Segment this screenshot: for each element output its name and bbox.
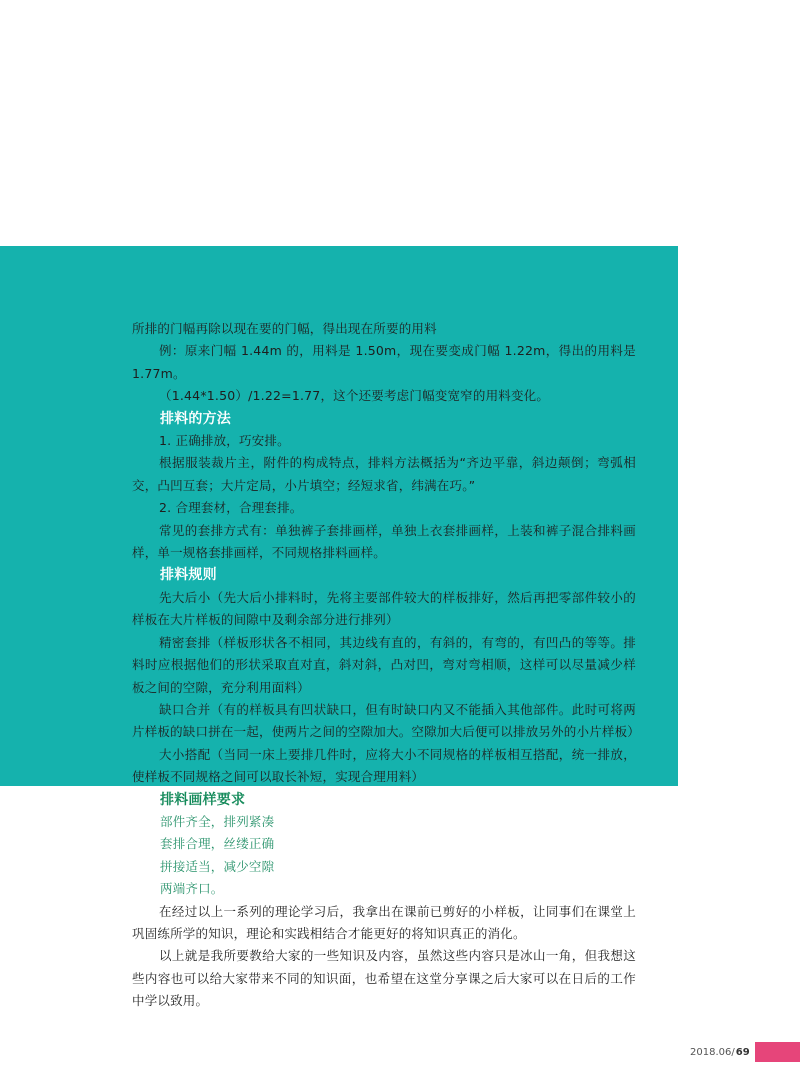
requirement-item: 部件齐全，排列紧凑 bbox=[160, 813, 275, 829]
paragraph-fabric-width: 所排的门幅再除以现在要的门幅，得出现在所要的用料 bbox=[132, 321, 437, 336]
paragraph-formula: （1.44*1.50）/1.22=1.77，这个还要考虑门幅变宽窄的用料变化。 bbox=[159, 388, 550, 404]
rule-item bbox=[132, 587, 636, 632]
rule-text: （当同一床上要排几件时，应将大小不同规格的样板相互搭配，统一排放，使样板不同规格之间可以取长补短，实现合理用料） bbox=[132, 746, 636, 785]
rule-item bbox=[132, 744, 636, 789]
requirement-item: 拼接适当，减少空隙 bbox=[160, 858, 275, 874]
rule-item bbox=[132, 699, 641, 744]
requirement-item: 套排合理，丝缕正确 bbox=[160, 836, 275, 852]
rule-text: （样板形状各不相同，其边线有直的，有斜的，有弯的，有凹凸的等等。排料时应根据他们的形状采取直对直，斜对斜，凸对凹，弯对弯相顺，这样可以尽量减少样板之间的空隙，充分利用面料） bbox=[132, 634, 636, 695]
rule-text: （先大后小排料时，先将主要部件较大的样板排好，然后再把零部件较小的样板在大片样板的间隙中及剩余部分进行排列） bbox=[132, 589, 636, 628]
method-item-2: 2. 合理套材，合理套排。 bbox=[159, 500, 303, 516]
footer-separator: / bbox=[731, 1046, 735, 1058]
rule-text: （有的样板具有凹状缺口，但有时缺口内又不能插入其他部件。此时可将两片样板的缺口拼在一起，使两片之间的空隙加大。空隙加大后便可以排放另外的小片样板） bbox=[132, 701, 641, 740]
closing-paragraph-2: 以上就是我所要教给大家的一些知识及内容，虽然这些内容只是冰山一角，但我想这些内容也可以给大家带来不同的知识面，也希望在这堂分享课之后大家可以在日后的工作中学以致用。 bbox=[132, 948, 636, 1009]
paragraph-example: 例：原来门幅 1.44m 的，用料是 1.50m，现在要变成门幅 1.22m，得出的用料是 1.77m。 bbox=[132, 343, 636, 381]
issue-date: 2018.06 bbox=[690, 1046, 732, 1058]
rule-lead: 缺口合并 bbox=[159, 701, 211, 717]
rule-lead: 大小搭配 bbox=[159, 746, 211, 762]
rule-lead: 精密套排 bbox=[159, 634, 211, 650]
method-item-1: 1. 正确排放，巧安排。 bbox=[159, 433, 290, 449]
page-footer bbox=[690, 1042, 750, 1062]
page-tab-marker bbox=[755, 1042, 800, 1062]
rule-lead: 先大后小 bbox=[159, 589, 211, 605]
method-item-2-text: 常见的套排方式有：单独裤子套排画样，单独上衣套排画样，上装和裤子混合排料画样，单一规格套排画样，不同规格排料画样。 bbox=[132, 522, 636, 561]
method-item-1-text: 根据服装裁片主，附件的构成特点，排料方法概括为“齐边平靠，斜边颠倒；弯弧相交，凸凹互套；大片定局，小片填空；经短求省，纬满在巧。” bbox=[132, 455, 636, 493]
heading-marker-requirements: 排料画样要求 bbox=[160, 791, 246, 808]
rule-item bbox=[132, 632, 636, 699]
closing-paragraph-1: 在经过以上一系列的理论学习后，我拿出在课前已剪好的小样板，让同事们在课堂上巩固练所学的知识，理论和实践相结合才能更好的将知识真正的消化。 bbox=[132, 903, 636, 941]
page-number: 69 bbox=[735, 1046, 750, 1058]
requirement-item: 两端齐口。 bbox=[160, 881, 224, 897]
article-body bbox=[132, 318, 641, 1013]
heading-layout-rules: 排料规则 bbox=[160, 567, 217, 584]
heading-layout-method: 排料的方法 bbox=[160, 410, 231, 427]
